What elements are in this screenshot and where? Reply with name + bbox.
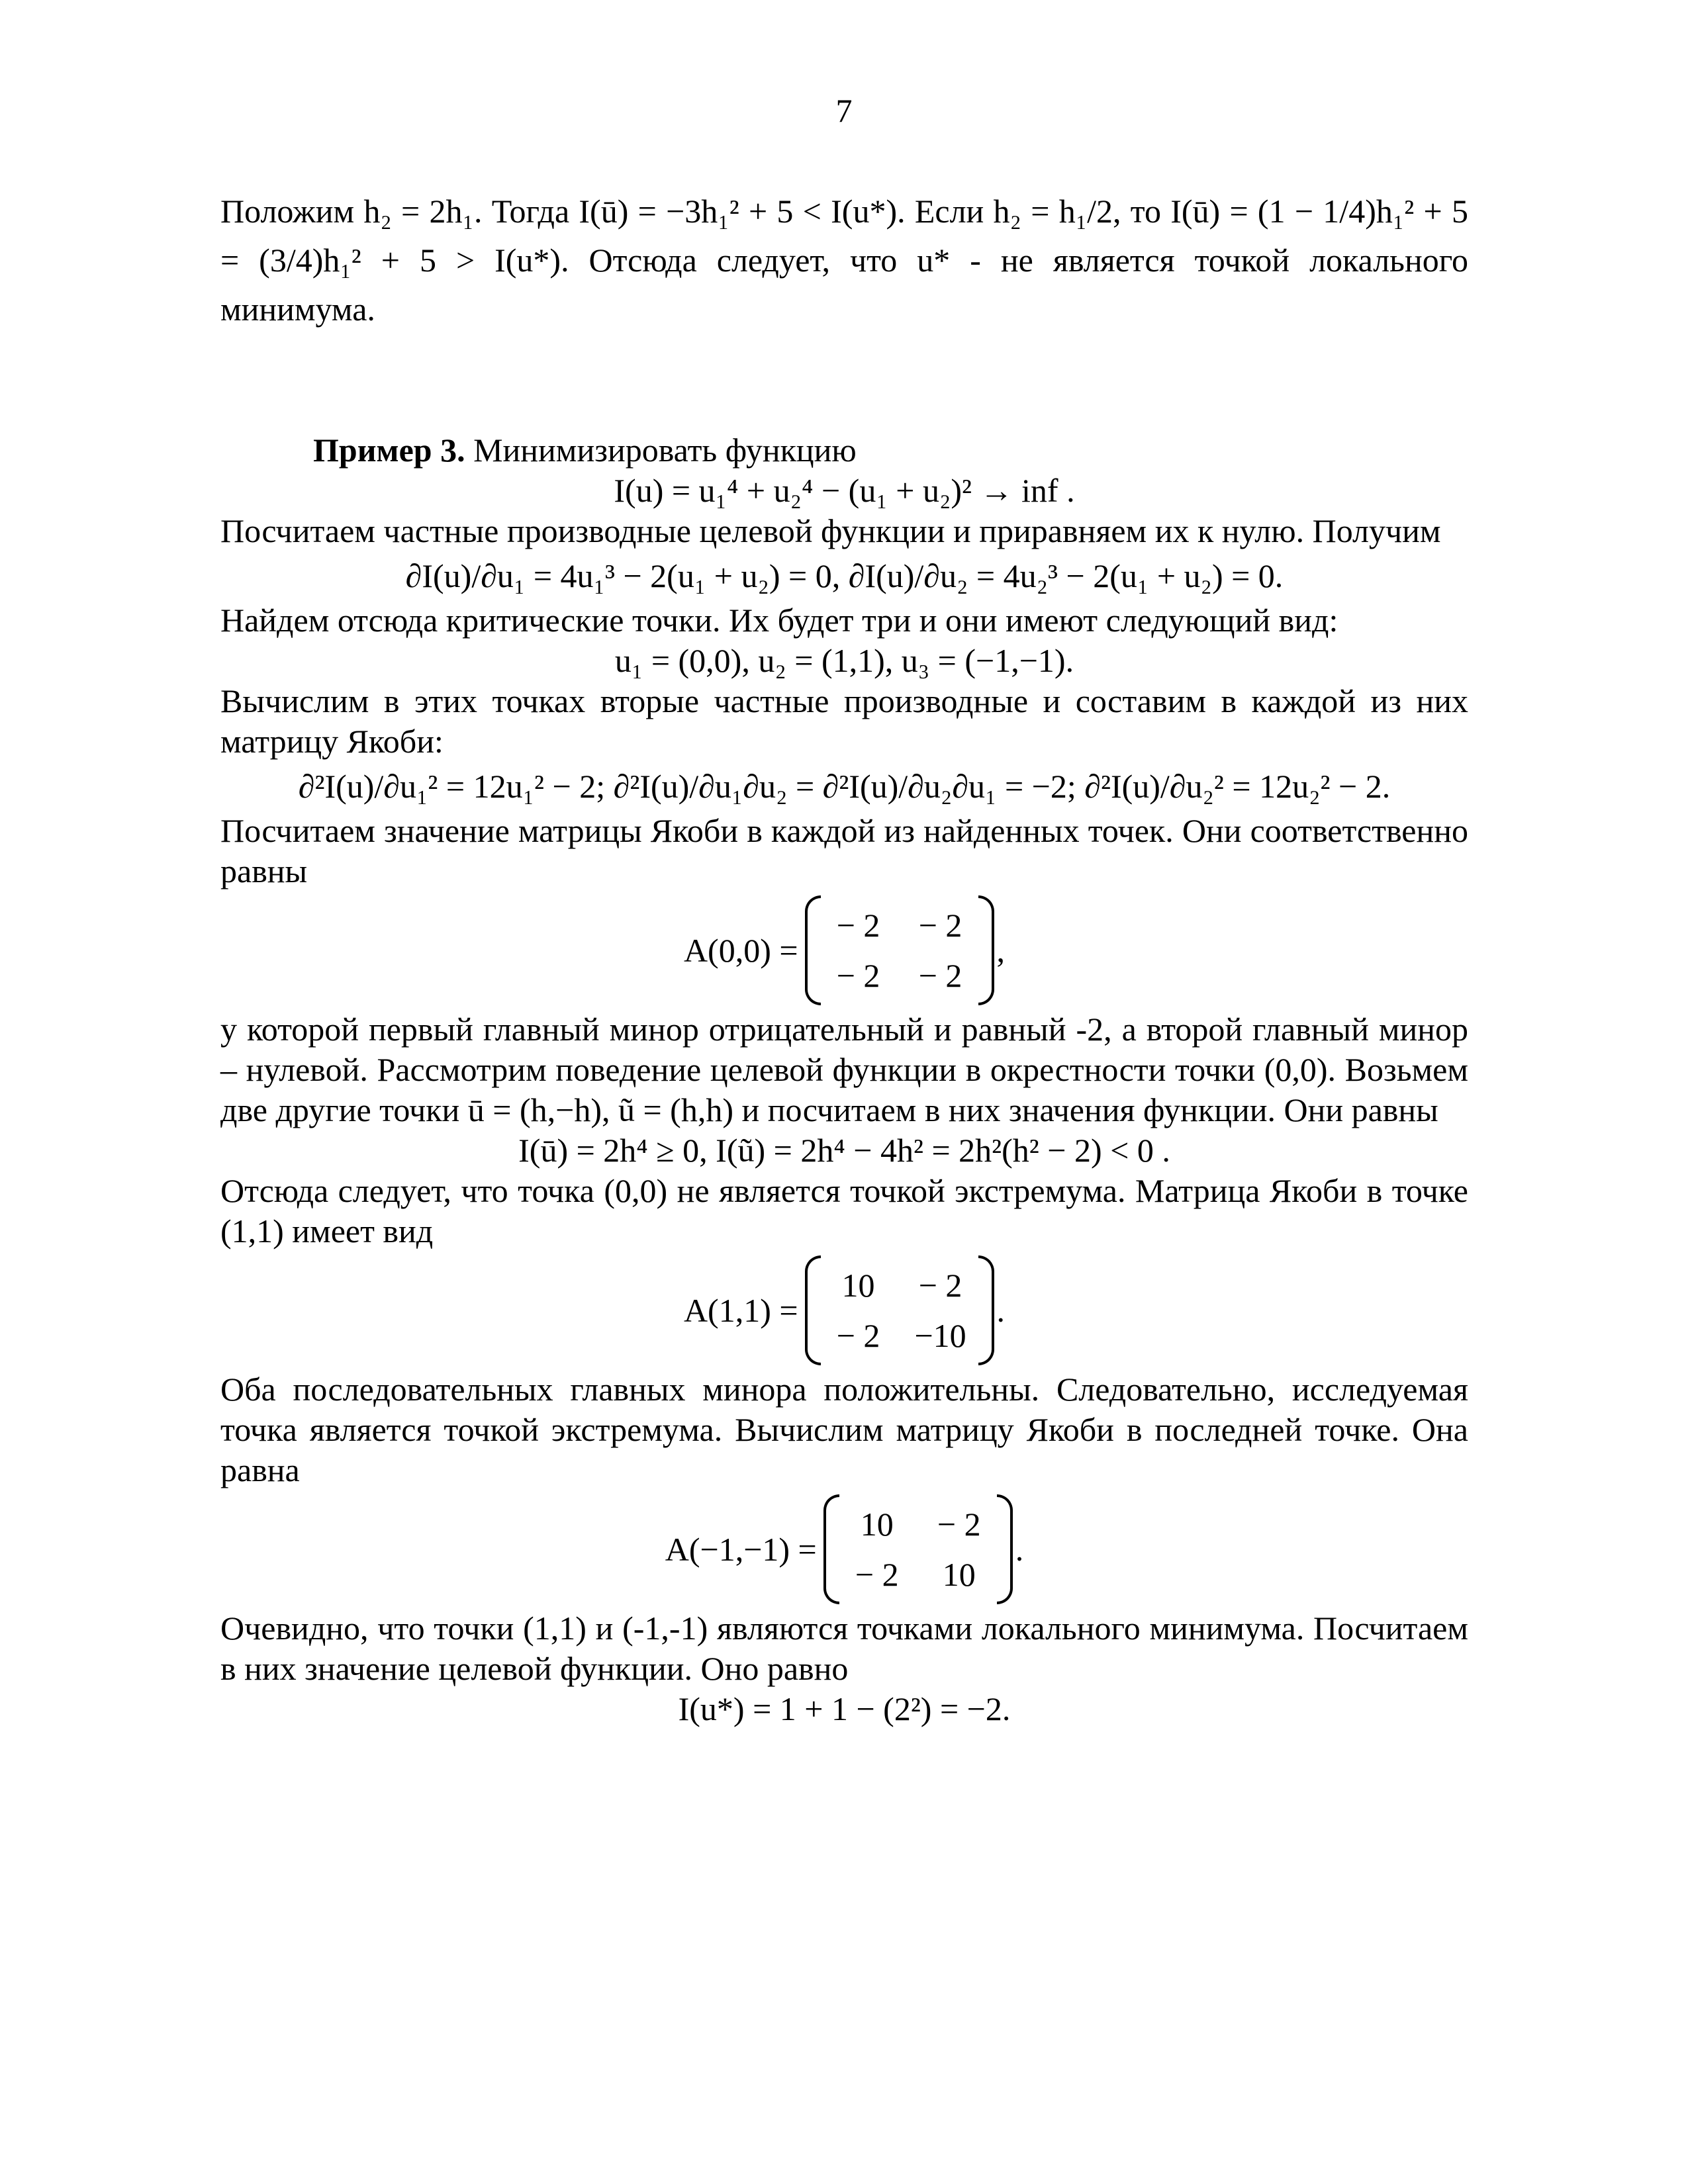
equation-points: u₁ = (0,0), u₂ = (1,1), u₃ = (−1,−1). [614, 642, 1074, 679]
matrix-cell: −10 [914, 1317, 966, 1354]
matrix-cell: 10 [841, 1267, 875, 1304]
example-text: Минимизировать функцию [473, 432, 857, 469]
matrix-a11-punct: . [996, 1291, 1006, 1329]
matrix-cell: − 2 [918, 907, 962, 944]
paragraph-8: Оба последовательных главных минора положительны. Следовательно, исследуемая точка является точкой экстремума. Вычислим матрицу Якоби в последней точке. Она равна [220, 1371, 1468, 1488]
matrix-a-11-punct: . [1015, 1530, 1024, 1568]
paragraph-6: у которой первый главный минор отрицательный и равный -2, а второй главный минор – нулевой. Рассмотрим поведение целевой функции в окрестности точки (0,0). Возьмем две другие точки ū = (h,−h), ũ = (h,h) и посчитаем в них значения функции. Они равны [220, 1011, 1468, 1128]
matrix-cell: − 2 [918, 1267, 962, 1304]
matrix-a-11-label: A(−1,−1) = [665, 1530, 817, 1568]
example-heading [220, 430, 1468, 471]
matrix-a00-label: A(0,0) = [683, 931, 798, 969]
matrix-cell: − 2 [937, 1506, 981, 1543]
equation-second-derivatives: ∂²I(u)/∂u₁² = 12u₁² − 2; ∂²I(u)/∂u₁∂u₂ = ∂²I(u)/∂u₂∂u₁ = −2; ∂²I(u)/∂u₂² = 12u₂² − 2. [298, 768, 1391, 805]
matrix-cell: 10 [860, 1506, 894, 1543]
matrix-a11 [220, 1255, 1468, 1365]
equation-values: I(ū) = 2h⁴ ≥ 0, I(ũ) = 2h⁴ − 4h² = 2h²(h² − 2) < 0 . [518, 1132, 1170, 1169]
example-block [220, 430, 1468, 1729]
paragraph-7: Отсюда следует, что точка (0,0) не является точкой экстремума. Матрица Якоби в точке (1,1) имеет вид [220, 1172, 1468, 1250]
matrix-a00-punct: , [996, 931, 1006, 969]
matrix-cell: 10 [942, 1556, 976, 1593]
matrix-cell: − 2 [836, 957, 880, 994]
example-label: Пример 3. [313, 432, 465, 469]
matrix-a11-label: A(1,1) = [683, 1291, 798, 1329]
matrix-a11-body [805, 1255, 994, 1365]
text-block [220, 187, 1468, 334]
page-number: 7 [835, 92, 853, 129]
paragraph-3: Найдем отсюда критические точки. Их будет три и они имеют следующий вид: [220, 602, 1338, 639]
matrix-cell: − 2 [918, 957, 962, 994]
equation-gradient: ∂I(u)/∂u₁ = 4u₁³ − 2(u₁ + u₂) = 0, ∂I(u)/∂u₂ = 4u₂³ − 2(u₁ + u₂) = 0. [405, 557, 1284, 594]
equation-function: I(u) = u₁⁴ + u₂⁴ − (u₁ + u₂)² → inf . [614, 472, 1075, 509]
paragraph-5: Посчитаем значение матрицы Якоби в каждой из найденных точек. Они соответственно равны [220, 812, 1468, 889]
paragraph-2: Посчитаем частные производные целевой функции и приравняем их к нулю. Получим [220, 512, 1441, 549]
matrix-cell: − 2 [836, 907, 880, 944]
paragraph-9: Очевидно, что точки (1,1) и (-1,-1) являются точками локального минимума. Посчитаем в них значение целевой функции. Оно равно [220, 1610, 1468, 1687]
matrix-a-11-body [823, 1494, 1013, 1604]
matrix-a00-body [805, 895, 994, 1005]
paragraph-4: Вычислим в этих точках вторые частные производные и составим в каждой из них матрицу Якоби: [220, 682, 1468, 760]
matrix-a00 [220, 895, 1468, 1005]
matrix-a-11 [220, 1494, 1468, 1604]
matrix-cell: − 2 [855, 1556, 899, 1593]
matrix-cell: − 2 [836, 1317, 880, 1354]
paragraph-1: Положим h₂ = 2h₁. Тогда I(ū) = −3h₁² + 5 < I(u*). Если h₂ = h₁/2, то I(ū) = (1 − 1/4)h₁² + 5 = (3/4)h₁² + 5 > I(u*). Отсюда следует, что u* - не является точкой локального минимума. [220, 193, 1468, 328]
equation-final: I(u*) = 1 + 1 − (2²) = −2. [678, 1690, 1011, 1727]
